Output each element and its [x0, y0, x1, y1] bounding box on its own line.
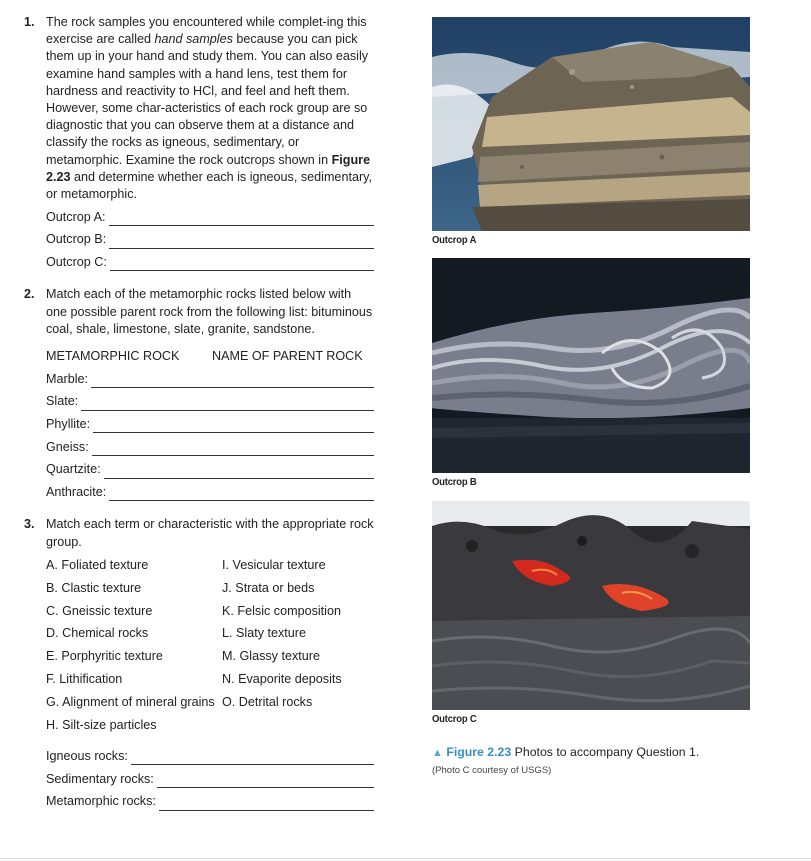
- answer-blank-phyllite[interactable]: [46, 416, 374, 433]
- answer-line[interactable]: [110, 259, 374, 271]
- worksheet-column: [24, 14, 374, 811]
- answer-blank-marble[interactable]: [46, 371, 374, 388]
- term-item: K. Felsic composition: [222, 603, 341, 618]
- figure-caption-text: Photos to accompany Question 1.: [514, 745, 700, 759]
- q1-text-part: The rock samples you encountered while complet-ing this exercise are called: [46, 15, 367, 47]
- answer-line[interactable]: [109, 237, 374, 249]
- term-item: J. Strata or beds: [222, 580, 315, 595]
- term-item: I. Vesicular texture: [222, 557, 326, 572]
- answer-line[interactable]: [92, 444, 374, 456]
- answer-line[interactable]: [109, 214, 374, 226]
- caption-outcrop-b: Outcrop B: [432, 476, 477, 488]
- question-number: 1.: [24, 15, 35, 29]
- answer-blank-outcrop-c[interactable]: [46, 254, 374, 271]
- q1-text-part: and determine whether each is igneous, sedimentary, or metamorphic.: [46, 169, 373, 202]
- question-3: [24, 516, 374, 810]
- photo-outcrop-b: [432, 258, 750, 473]
- answer-blank-gneiss[interactable]: [46, 439, 374, 456]
- answer-line[interactable]: [131, 753, 374, 765]
- answer-blank-sedimentary[interactable]: [46, 771, 374, 788]
- term-item: C. Gneissic texture: [46, 603, 153, 618]
- term-item: M. Glassy texture: [222, 649, 320, 664]
- term-item: D. Chemical rocks: [46, 626, 149, 641]
- answer-line[interactable]: [157, 776, 374, 788]
- photo-outcrop-a: [432, 17, 750, 231]
- terms-table: [46, 557, 374, 740]
- photo-outcrop-c: [432, 501, 750, 710]
- blank-label: Sedimentary rocks:: [46, 771, 154, 786]
- header-parent-rock: NAME OF PARENT ROCK: [212, 348, 363, 363]
- question-2-text: Match each of the metamorphic rocks listed below with one possible parent rock from the following list: bituminous coal, shale, limestone, slate, granite, sandstone.: [46, 287, 373, 336]
- answer-blank-slate[interactable]: [46, 393, 374, 410]
- blank-label: Outcrop A:: [46, 209, 106, 224]
- terms-right-column: [222, 557, 374, 740]
- bottom-rule: [0, 858, 811, 859]
- blank-label: Marble:: [46, 371, 88, 386]
- answer-line[interactable]: [109, 489, 374, 501]
- answer-blank-metamorphic[interactable]: [46, 793, 374, 810]
- answer-blank-outcrop-a[interactable]: [46, 209, 374, 226]
- figure-label: Figure 2.23: [446, 745, 512, 759]
- q1-italic-term: hand samples: [154, 32, 233, 47]
- term-item: N. Evaporite deposits: [222, 672, 342, 687]
- answer-line[interactable]: [159, 799, 374, 811]
- answer-blank-anthracite[interactable]: [46, 484, 374, 501]
- answer-line[interactable]: [104, 467, 374, 479]
- caption-outcrop-a: Outcrop A: [432, 234, 477, 246]
- column-headers: [46, 348, 374, 365]
- answer-blank-quartzite[interactable]: [46, 461, 374, 478]
- term-item: F. Lithification: [46, 672, 123, 687]
- answer-line[interactable]: [93, 421, 374, 433]
- answer-blank-outcrop-b[interactable]: [46, 231, 374, 248]
- caption-outcrop-c: Outcrop C: [432, 713, 477, 725]
- answer-blank-igneous[interactable]: [46, 748, 374, 765]
- figure-credit: (Photo C courtesy of USGS): [432, 765, 552, 776]
- term-item: H. Silt-size particles: [46, 718, 157, 733]
- blank-label: Metamorphic rocks:: [46, 794, 156, 809]
- question-number: 3.: [24, 517, 35, 532]
- terms-left-column: [46, 557, 222, 740]
- q1-figure-ref: Figure 2.23: [46, 152, 371, 184]
- header-metamorphic-rock: METAMORPHIC ROCK: [46, 348, 180, 363]
- blank-label: Anthracite:: [46, 485, 107, 500]
- blank-label: Outcrop B:: [46, 232, 107, 247]
- triangle-icon: ▲: [432, 747, 443, 759]
- q1-text-part: because you can pick them up in your hand and study them. You can also easily examine hand samples with a hand lens, test them for hardness and reactivity to HCl, and feel and heft them. However, some char-acteristics of each rock group are so diagnostic that you can observe them at a distance and classify the rocks as igneous, sedimentary, or metamorphic. Examine the rock outcrops shown in: [46, 32, 369, 167]
- figure-caption: [432, 744, 752, 779]
- term-item: L. Slaty texture: [222, 626, 306, 641]
- question-1: [24, 14, 374, 271]
- blank-label: Outcrop C:: [46, 255, 107, 270]
- question-3-text: Match each term or characteristic with the appropriate rock group.: [46, 517, 374, 549]
- term-item: O. Detrital rocks: [222, 695, 313, 710]
- term-item: A. Foliated texture: [46, 557, 149, 572]
- question-1-text: [46, 14, 374, 203]
- answer-line[interactable]: [91, 376, 374, 388]
- term-item: E. Porphyritic texture: [46, 649, 163, 664]
- term-item: B. Clastic texture: [46, 580, 142, 595]
- question-2: [24, 286, 374, 501]
- question-number: 2.: [24, 287, 35, 302]
- term-item: G. Alignment of mineral grains: [46, 695, 215, 710]
- answer-line[interactable]: [81, 399, 374, 411]
- blank-label: Phyllite:: [46, 417, 91, 432]
- blank-label: Igneous rocks:: [46, 748, 128, 763]
- blank-label: Slate:: [46, 394, 79, 409]
- blank-label: Gneiss:: [46, 439, 89, 454]
- blank-label: Quartzite:: [46, 462, 101, 477]
